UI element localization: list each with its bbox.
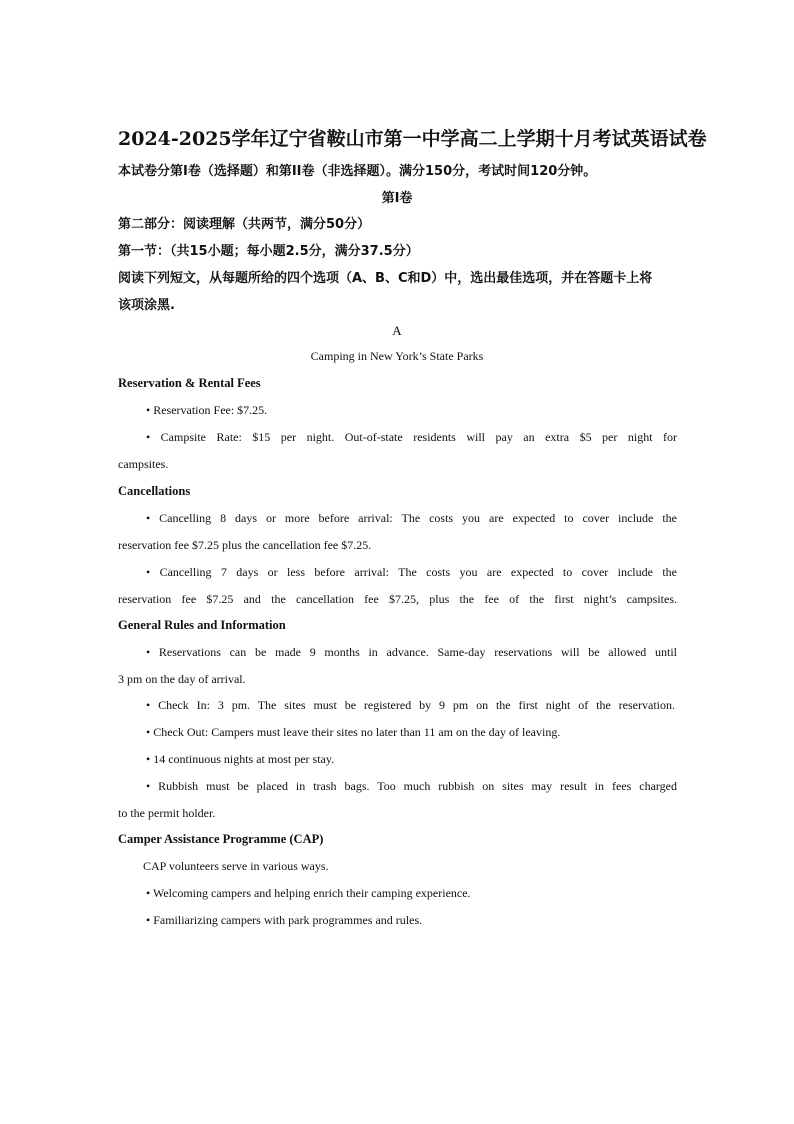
rule-check-in: • Check In: 3 pm. The sites must be registered by 9 pm on the first night of the reservation. xyxy=(146,698,675,712)
exam-title: 2024-2025学年辽宁省鞍山市第一中学高二上学期十月考试英语试卷 xyxy=(118,128,707,150)
passage-title: Camping in New York’s State Parks xyxy=(310,349,484,363)
cancel-8-days-line-2: reservation fee $7.25 plus the cancellation fee $7.25. xyxy=(118,538,372,552)
campsite-rate-line-2: campsites. xyxy=(118,457,169,471)
cap-item-familiarizing: • Familiarizing campers with park programmes and rules. xyxy=(146,913,423,927)
cap-heading: Camper Assistance Programme (CAP) xyxy=(118,832,324,846)
rule-rubbish-line-2: to the permit holder. xyxy=(118,806,216,820)
rules-heading: General Rules and Information xyxy=(118,618,286,632)
rule-rubbish-line-1: • Rubbish must be placed in trash bags. Too much rubbish on sites may result in fees charged xyxy=(146,779,677,793)
cancellations-heading: Cancellations xyxy=(118,484,191,498)
exam-intro: 本试卷分第I卷（选择题）和第II卷（非选择题）。满分150分，考试时间120分钟。 xyxy=(118,164,597,179)
reservation-fee-item: • Reservation Fee: $7.25. xyxy=(146,403,268,417)
cancel-7-days-line-2: reservation fee $7.25 and the cancellation fee $7.25, plus the fee of the first night’s campsites. xyxy=(118,592,677,606)
rule-reservations-line-1: • Reservations can be made 9 months in advance. Same-day reservations will be allowed until xyxy=(146,645,677,659)
passage-letter: A xyxy=(392,323,402,338)
rule-reservations-line-2: 3 pm on the day of arrival. xyxy=(118,672,246,686)
part-heading: 第二部分：阅读理解（共两节，满分50分） xyxy=(118,217,371,232)
cancel-7-days-line-1: • Cancelling 7 days or less before arrival: The costs you are expected to cover include the xyxy=(146,565,677,579)
cap-intro: CAP volunteers serve in various ways. xyxy=(143,859,329,873)
rule-check-out: • Check Out: Campers must leave their sites no later than 11 am on the day of leaving. xyxy=(146,725,561,739)
instruction-line-2: 该项涂黑. xyxy=(118,298,175,313)
rule-max-nights: • 14 continuous nights at most per stay. xyxy=(146,752,335,766)
cap-item-welcoming: • Welcoming campers and helping enrich their camping experience. xyxy=(146,886,471,900)
volume-heading: 第I卷 xyxy=(381,191,413,206)
cancel-8-days-line-1: • Cancelling 8 days or more before arrival: The costs you are expected to cover include the xyxy=(146,511,677,525)
instruction-line-1: 阅读下列短文，从每题所给的四个选项（A、B、C和D）中，选出最佳选项，并在答题卡上将 xyxy=(118,271,653,286)
reservation-heading: Reservation & Rental Fees xyxy=(118,376,261,390)
campsite-rate-line-1: • Campsite Rate: $15 per night. Out-of-state residents will pay an extra $5 per night for xyxy=(146,430,677,444)
section-heading: 第一节：（共15小题；每小题2.5分，满分37.5分） xyxy=(118,244,419,259)
